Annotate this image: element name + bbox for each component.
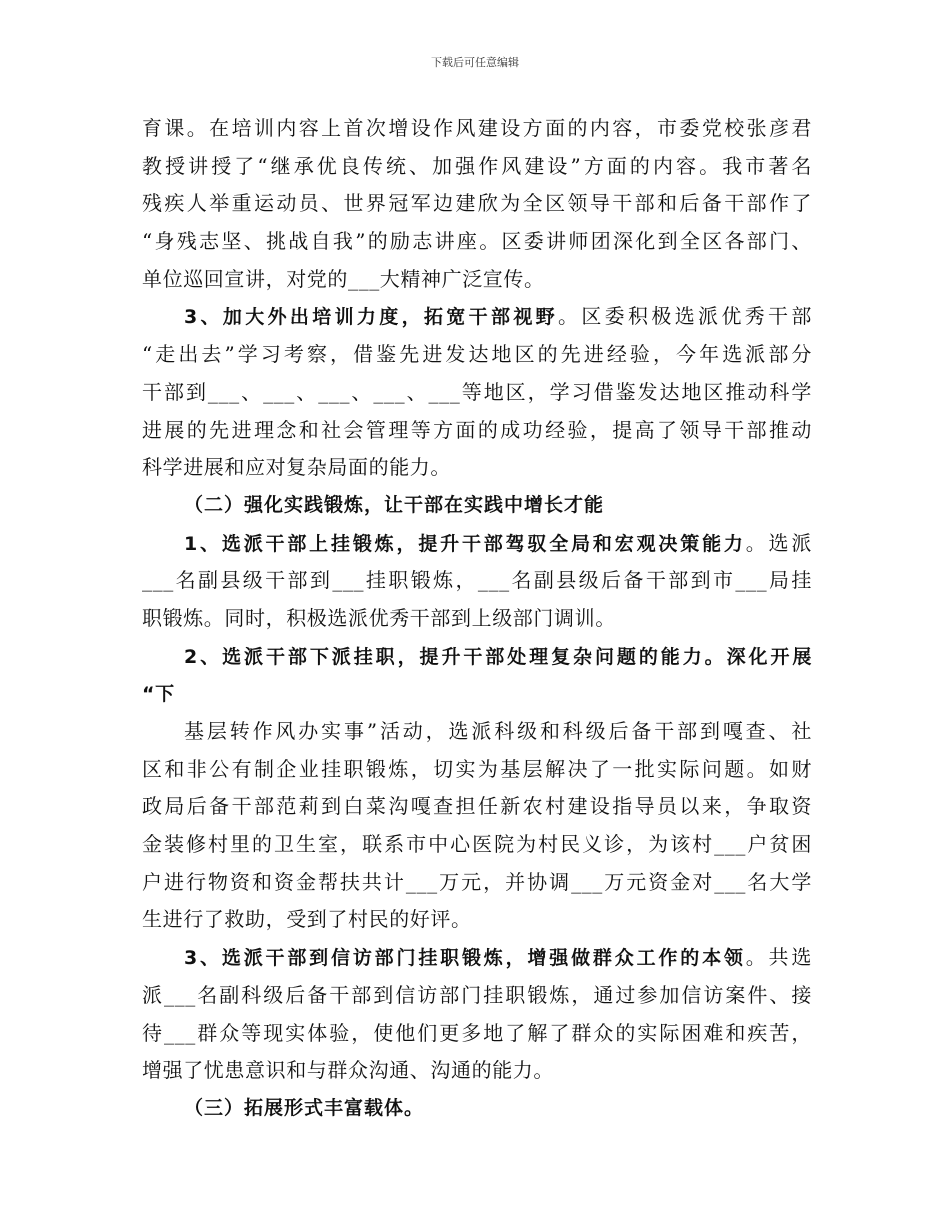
body-line: 干部到___、___、___、___、___等地区，学习借鉴发达地区推动科学 (142, 379, 812, 404)
body-line: 金装修村里的卫生室，联系市中心医院为村民义诊，为该村___户贫困 (142, 832, 812, 857)
paragraph-lead: 3、加大外出培训力度，拓宽干部视野 (184, 306, 558, 329)
paragraph-lead-line: 3、加大外出培训力度，拓宽干部视野。区委积极选派优秀干部 (184, 304, 812, 329)
page-header: 下载后可任意编辑 (431, 56, 519, 69)
body-line: 单位巡回宣讲，对党的___大精神广泛宣传。 (142, 266, 545, 291)
body-line: 派___名副科级后备干部到信访部门挂职锻炼，通过参加信访案件、接 (142, 982, 812, 1007)
body-line: 待___群众等现实体验，使他们更多地了解了群众的实际困难和疾苦， (142, 1020, 812, 1045)
body-line: 残疾人举重运动员、世界冠军边建欣为全区领导干部和后备干部作了 (142, 191, 812, 216)
paragraph-lead: 1、选派干部上挂锻炼，提升干部驾驭全局和宏观决策能力 (184, 532, 746, 555)
body-line: ___名副县级干部到___挂职锻炼，___名副县级后备干部到市___局挂 (142, 568, 812, 593)
body-line: 职锻炼。同时，积极选派优秀干部到上级部门调训。 (142, 605, 616, 630)
body-line: “身残志坚、挑战自我”的励志讲座。区委讲师团深化到全区各部门、 (142, 229, 812, 254)
body-line: 教授讲授了“继承优良传统、加强作风建设”方面的内容。我市著名 (142, 153, 812, 178)
paragraph-lead: 2、选派干部下派挂职，提升干部处理复杂问题的能力。深化开展 (184, 645, 812, 668)
body-line: 基层转作风办实事”活动，选派科级和科级后备干部到嘎查、社 (184, 719, 812, 743)
paragraph-lead-line: 3、选派干部到信访部门挂职锻炼，增强做群众工作的本领。共选 (184, 945, 812, 970)
paragraph-lead: “下 (142, 683, 175, 706)
paragraph-lead-line: 1、选派干部上挂锻炼，提升干部驾驭全局和宏观决策能力。选派 (184, 530, 812, 555)
body-line: 生进行了救助，受到了村民的好评。 (142, 907, 472, 932)
section-heading: （三）拓展形式丰富载体。 (184, 1096, 425, 1119)
paragraph-lead-line (142, 638, 812, 676)
body-line: 科学进展和应对复杂局面的能力。 (142, 455, 451, 480)
body-line: 政局后备干部范莉到白菜沟嘎查担任新农村建设指导员以来，争取资 (142, 794, 812, 819)
body-line: 区和非公有制企业挂职锻炼，切实为基层解决了一批实际问题。如财 (142, 756, 812, 781)
section-heading: （二）强化实践锻炼，让干部在实践中增长才能 (184, 493, 605, 516)
document-body (142, 110, 812, 1128)
body-line: 户进行物资和资金帮扶共计___万元，并协调___万元资金对___名大学 (142, 869, 812, 894)
paragraph-lead-line (142, 675, 812, 713)
paragraph-lead: 3、选派干部到信访部门挂职锻炼，增强做群众工作的本领 (184, 947, 746, 970)
body-line: “走出去”学习考察，借鉴先进发达地区的先进经验，今年选派部分 (142, 342, 812, 367)
body-line: 增强了忧患意识和与群众沟通、沟通的能力。 (142, 1058, 554, 1083)
body-line: 进展的先进理念和社会管理等方面的成功经验，提高了领导干部推动 (142, 417, 812, 442)
body-line: 育课。在培训内容上首次增设作风建设方面的内容，市委党校张彦君 (142, 116, 812, 140)
